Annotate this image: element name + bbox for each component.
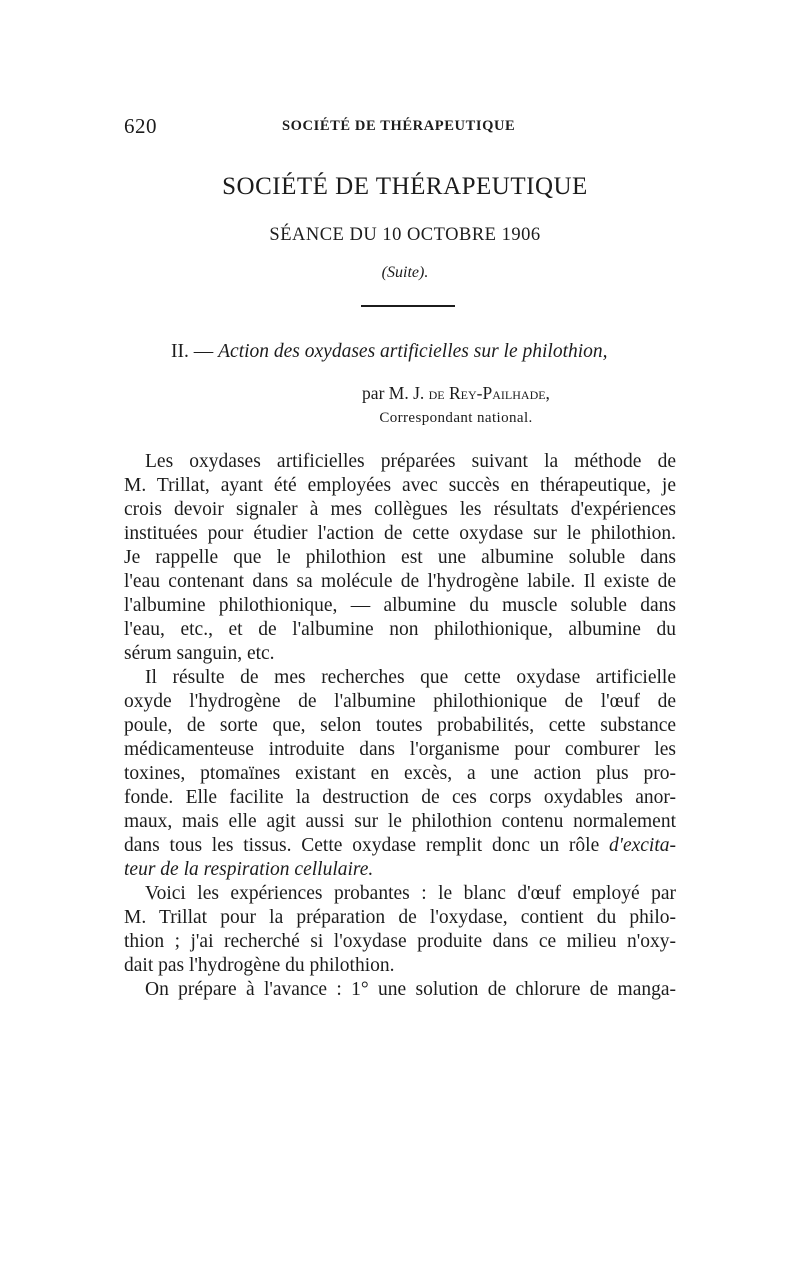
- suite-note: (Suite).: [381, 264, 429, 281]
- text-line: Je rappelle que le philothion est une albumine soluble dans: [124, 547, 676, 568]
- text-line: sérum sanguin, etc.: [124, 643, 275, 664]
- text-line: Il résulte de mes recherches que cette oxydase artificielle: [145, 667, 676, 688]
- author-name: de Rey-Pailhade,: [428, 383, 550, 403]
- text-line: teur de la respiration cellulaire.: [124, 859, 374, 880]
- author-line: [0, 383, 800, 404]
- text-line: M. Trillat, ayant été employées avec succès en thérapeutique, je: [124, 475, 676, 496]
- text-line: fonde. Elle facilite la destruction de ces corps oxydables anor-: [124, 787, 676, 808]
- text-line: médicamenteuse introduite dans l'organisme pour comburer les: [124, 739, 676, 760]
- page-number: 620: [124, 114, 157, 138]
- text-segment: dans tous les tissus. Cette oxydase remplit donc un rôle: [124, 835, 600, 856]
- text-line: toxines, ptomaïnes existant en excès, a une action plus pro-: [124, 763, 676, 784]
- article-title: [171, 341, 608, 363]
- divider-rule: [361, 305, 455, 307]
- text-line: Les oxydases artificielles préparées suivant la méthode de: [145, 451, 676, 472]
- text-line: M. Trillat pour la préparation de l'oxydase, contient du philo-: [124, 907, 676, 928]
- text-line: dait pas l'hydrogène du philothion.: [124, 955, 395, 976]
- text-line: oxyde l'hydrogène de l'albumine philothionique de l'œuf de: [124, 691, 676, 712]
- text-line: poule, de sorte que, selon toutes probabilités, cette substance: [124, 715, 676, 736]
- body-text: [124, 450, 676, 1002]
- text-line: crois devoir signaler à mes collègues les résultats d'expériences: [124, 499, 676, 520]
- article-title-text: Action des oxydases artificielles sur le philothion,: [218, 341, 608, 362]
- author-role: Correspondant national.: [379, 410, 533, 426]
- article-number: II. —: [171, 341, 219, 362]
- text-line: Voici les expériences probantes : le blanc d'œuf employé par: [145, 883, 676, 904]
- text-line: l'eau, etc., et de l'albumine non philothionique, albumine du: [124, 619, 676, 640]
- author-prefix: par M. J.: [362, 383, 429, 403]
- italic-segment: d'excita-: [609, 835, 676, 856]
- running-header: SOCIÉTÉ DE THÉRAPEUTIQUE: [282, 118, 516, 134]
- text-line: instituées pour étudier l'action de cette oxydase sur le philothion.: [124, 523, 676, 544]
- text-line: l'eau contenant dans sa molécule de l'hydrogène labile. Il existe de: [124, 571, 676, 592]
- text-line: On prépare à l'avance : 1° une solution de chlorure de manga-: [145, 979, 676, 1000]
- text-line: thion ; j'ai recherché si l'oxydase produite dans ce milieu n'oxy-: [124, 931, 676, 952]
- session-date: SÉANCE DU 10 OCTOBRE 1906: [269, 225, 541, 245]
- text-line: l'albumine philothionique, — albumine du muscle soluble dans: [124, 595, 676, 616]
- section-title: SOCIÉTÉ DE THÉRAPEUTIQUE: [222, 173, 588, 200]
- text-line: [124, 834, 676, 858]
- text-line: maux, mais elle agit aussi sur le philothion contenu normalement: [124, 811, 676, 832]
